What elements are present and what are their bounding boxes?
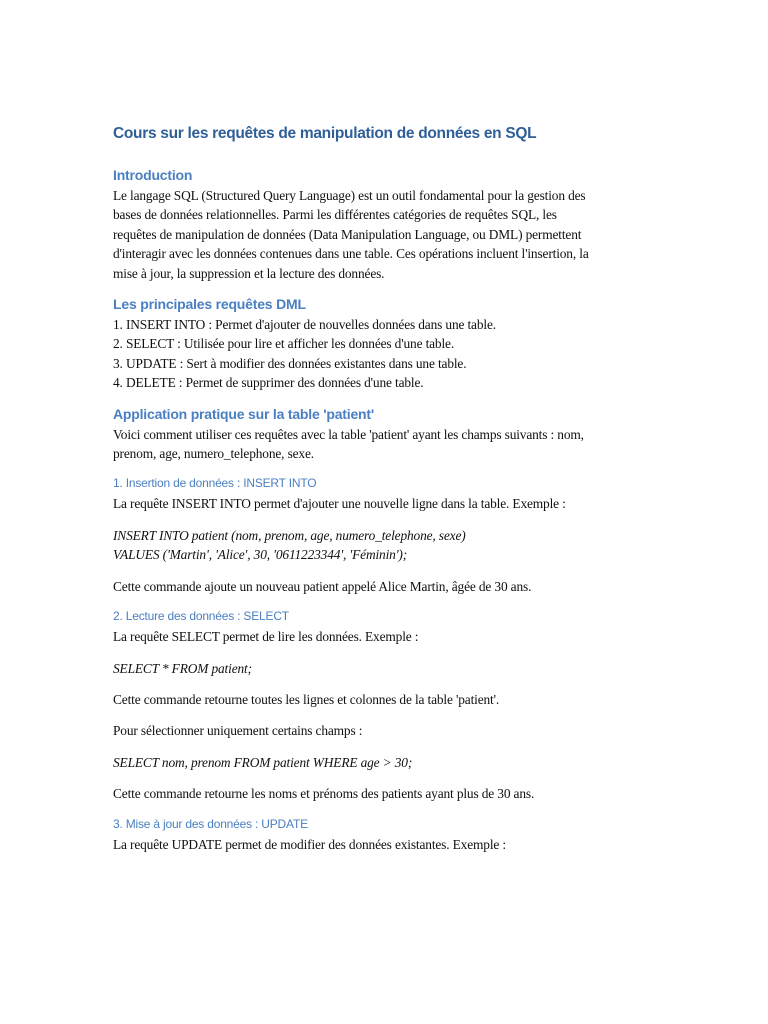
dml-list-item: 4. DELETE : Permet de supprimer des données d'une table.: [113, 375, 424, 391]
intro-line: bases de données relationnelles. Parmi les différentes catégories de requêtes SQL, les: [113, 207, 557, 223]
application-line: Voici comment utiliser ces requêtes avec la table 'patient' ayant les champs suivants : nom,: [113, 426, 584, 442]
code-line: VALUES ('Martin', 'Alice', 30, '0611223344', 'Féminin');: [113, 547, 408, 563]
spacer: [113, 804, 658, 816]
intro-heading: Introduction: [113, 167, 193, 183]
select-note: Pour sélectionner uniquement certains champs :: [113, 723, 363, 739]
insert-result: Cette commande ajoute un nouveau patient appelé Alice Martin, âgée de 30 ans.: [113, 578, 532, 594]
dml-list: [113, 315, 658, 393]
intro-line: Le langage SQL (Structured Query Language) est un outil fondamental pour la gestion des: [113, 188, 586, 203]
spacer: [113, 741, 658, 753]
intro-paragraph: [113, 186, 658, 283]
update-intro: La requête UPDATE permet de modifier des données existantes. Exemple :: [113, 836, 506, 852]
document-title: Cours sur les requêtes de manipulation de données en SQL: [113, 125, 537, 142]
application-heading: Application pratique sur la table 'patient': [113, 405, 374, 422]
spacer: [113, 565, 658, 577]
dml-list-item: 2. SELECT : Utilisée pour lire et afficher les données d'une table.: [113, 336, 455, 352]
spacer: [113, 596, 658, 608]
spacer: [113, 678, 658, 690]
spacer: [113, 393, 658, 405]
intro-line: requêtes de manipulation de données (Data Manipulation Language, ou DML) permettent: [113, 226, 582, 242]
dml-list-item: 3. UPDATE : Sert à modifier des données existantes dans une table.: [113, 355, 467, 371]
select-result-2: Cette commande retourne les noms et prénoms des patients ayant plus de 30 ans.: [113, 786, 535, 802]
document-content: [113, 124, 658, 854]
update-heading: 3. Mise à jour des données : UPDATE: [113, 816, 308, 831]
code-line: INSERT INTO patient (nom, prenom, age, numero_telephone, sexe): [113, 527, 466, 543]
dml-heading: Les principales requêtes DML: [113, 296, 306, 313]
insert-intro: La requête INSERT INTO permet d'ajouter une nouvelle ligne dans la table. Exemple :: [113, 496, 566, 512]
spacer: [113, 772, 658, 784]
spacer: [113, 283, 658, 295]
select-intro: La requête SELECT permet de lire les données. Exemple :: [113, 629, 419, 645]
spacer: [113, 514, 658, 526]
intro-line: d'interagir avec les données contenues dans une table. Ces opérations incluent l'insertion, la: [113, 246, 589, 262]
insert-heading: 1. Insertion de données : INSERT INTO: [113, 476, 317, 491]
dml-list-item: 1. INSERT INTO : Permet d'ajouter de nouvelles données dans une table.: [113, 317, 496, 333]
select-heading: 2. Lecture des données : SELECT: [113, 609, 289, 624]
application-line: prenom, age, numero_telephone, sexe.: [113, 446, 314, 462]
select-code-2: SELECT nom, prenom FROM patient WHERE age > 30;: [113, 754, 413, 770]
spacer: [113, 463, 658, 475]
spacer: [113, 647, 658, 659]
intro-line: mise à jour, la suppression et la lecture des données.: [113, 265, 385, 281]
insert-code: [113, 526, 658, 565]
select-result-1: Cette commande retourne toutes les lignes et colonnes de la table 'patient'.: [113, 691, 500, 707]
spacer: [113, 709, 658, 721]
select-code-1: SELECT * FROM patient;: [113, 660, 252, 676]
application-paragraph: [113, 425, 658, 464]
